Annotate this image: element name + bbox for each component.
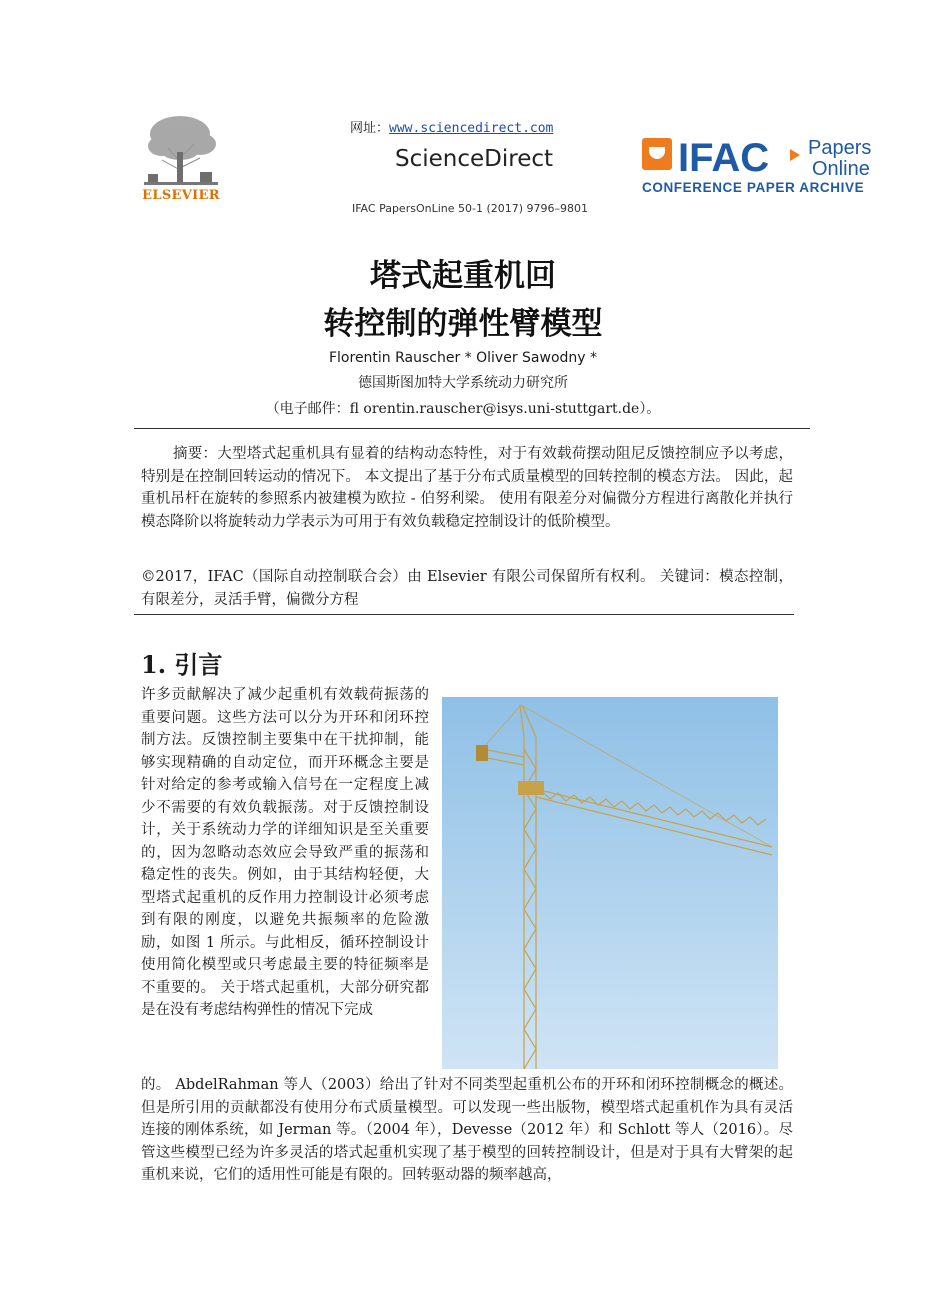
paper-title-line-2: 转控制的弹性臂模型 bbox=[323, 306, 603, 342]
journal-citation: IFAC PapersOnLine 50-1 (2017) 9796–9801 bbox=[352, 202, 589, 215]
authors: Florentin Rauscher * Oliver Sawodny * bbox=[328, 350, 598, 366]
intro-paragraph-full: 的。 AbdelRahman 等人（2003）给出了针对不同类型起重机公布的开环和闭环控制概念的概述。但是所引用的贡献都没有使用分布式质量模型。可以发现一些出版物，模型塔式起重机作为具有灵活连接的刚体系统，如 Jerman 等。（2004 年），Devesse（2012 年）和 Schlott 等人（2016）。尽管这些模型已经为许多灵活的塔式起重机实现了基于模型的回转控制设计，但是对于具有大臂架的起重机来说，它们的适用性可能是有限的。回转驱动器的频率越高， bbox=[141, 1077, 793, 1183]
ifac-papers-word: Papers bbox=[808, 137, 872, 159]
intro-paragraph-left: 许多贡献解决了减少起重机有效载荷振荡的重要问题。这些方法可以分为开环和闭环控制方法。反馈控制主要集中在干扰抑制，能够实现精确的自动定位，而开环概念主要是针对给定的参考或输入信号在一定程度上减少不需要的有效负载振荡。对于反馈控制设计，关于系统动力学的详细知识是至关重要的，因为忽略动态效应会导致严重的振荡和稳定性的丧失。例如，由于其结构轻便，大型塔式起重机的反作用力控制设计必须考虑到有限的刚度，以避免共振频率的危险激励，如图 1 所示。与此相反，循环控制设计使用简化模型或只考虑最主要的特征频率是不重要的。 关于塔式起重机，大部分研究都是在没有考虑结构弹性的情况下完成 bbox=[141, 687, 429, 1018]
ifac-papersonline-logo-icon bbox=[640, 135, 890, 197]
ifac-online-word: Online bbox=[812, 158, 870, 180]
tower-crane-photo bbox=[442, 697, 778, 1069]
divider-bottom bbox=[134, 614, 794, 615]
author-email: （电子邮件：fl orentin.rauscher@isys.uni-stuttgart.de）。 bbox=[265, 401, 661, 417]
ifac-tagline: CONFERENCE PAPER ARCHIVE bbox=[642, 180, 865, 195]
url-label: 网址： bbox=[350, 121, 390, 136]
divider-top bbox=[134, 428, 810, 429]
affiliation: 德国斯图加特大学系统动力研究所 bbox=[358, 375, 568, 391]
sciencedirect-link[interactable]: www.sciencedirect.com bbox=[389, 121, 554, 136]
section-heading: 1. 引言 bbox=[141, 650, 223, 679]
elsevier-wordmark: ELSEVIER bbox=[142, 188, 220, 203]
paper-title-line-1: 塔式起重机回 bbox=[370, 258, 556, 294]
abstract: 摘要：大型塔式起重机具有显着的结构动态特性，对于有效载荷摆动阻尼反馈控制应予以考虑，特别是在控制回转运动的情况下。 本文提出了基于分布式质量模型的回转控制的模态方法。 因此，起重机吊杆在旋转的参照系内被建模为欧拉 - 伯努利梁。 使用有限差分对偏微分方程进行离散化并执行模态降阶以将旋转动力学表示为可用于有效负载稳定控制设计的低阶模型。 bbox=[141, 446, 793, 530]
platform-title: ScienceDirect bbox=[395, 146, 554, 172]
copyright-keywords: ©2017，IFAC（国际自动控制联合会）由 Elsevier 有限公司保留所有权利。 关键词：模态控制，有限差分，灵活手臂，偏微分方程 bbox=[141, 569, 793, 608]
ifac-brand: IFAC bbox=[678, 136, 770, 180]
url-line bbox=[350, 117, 553, 136]
